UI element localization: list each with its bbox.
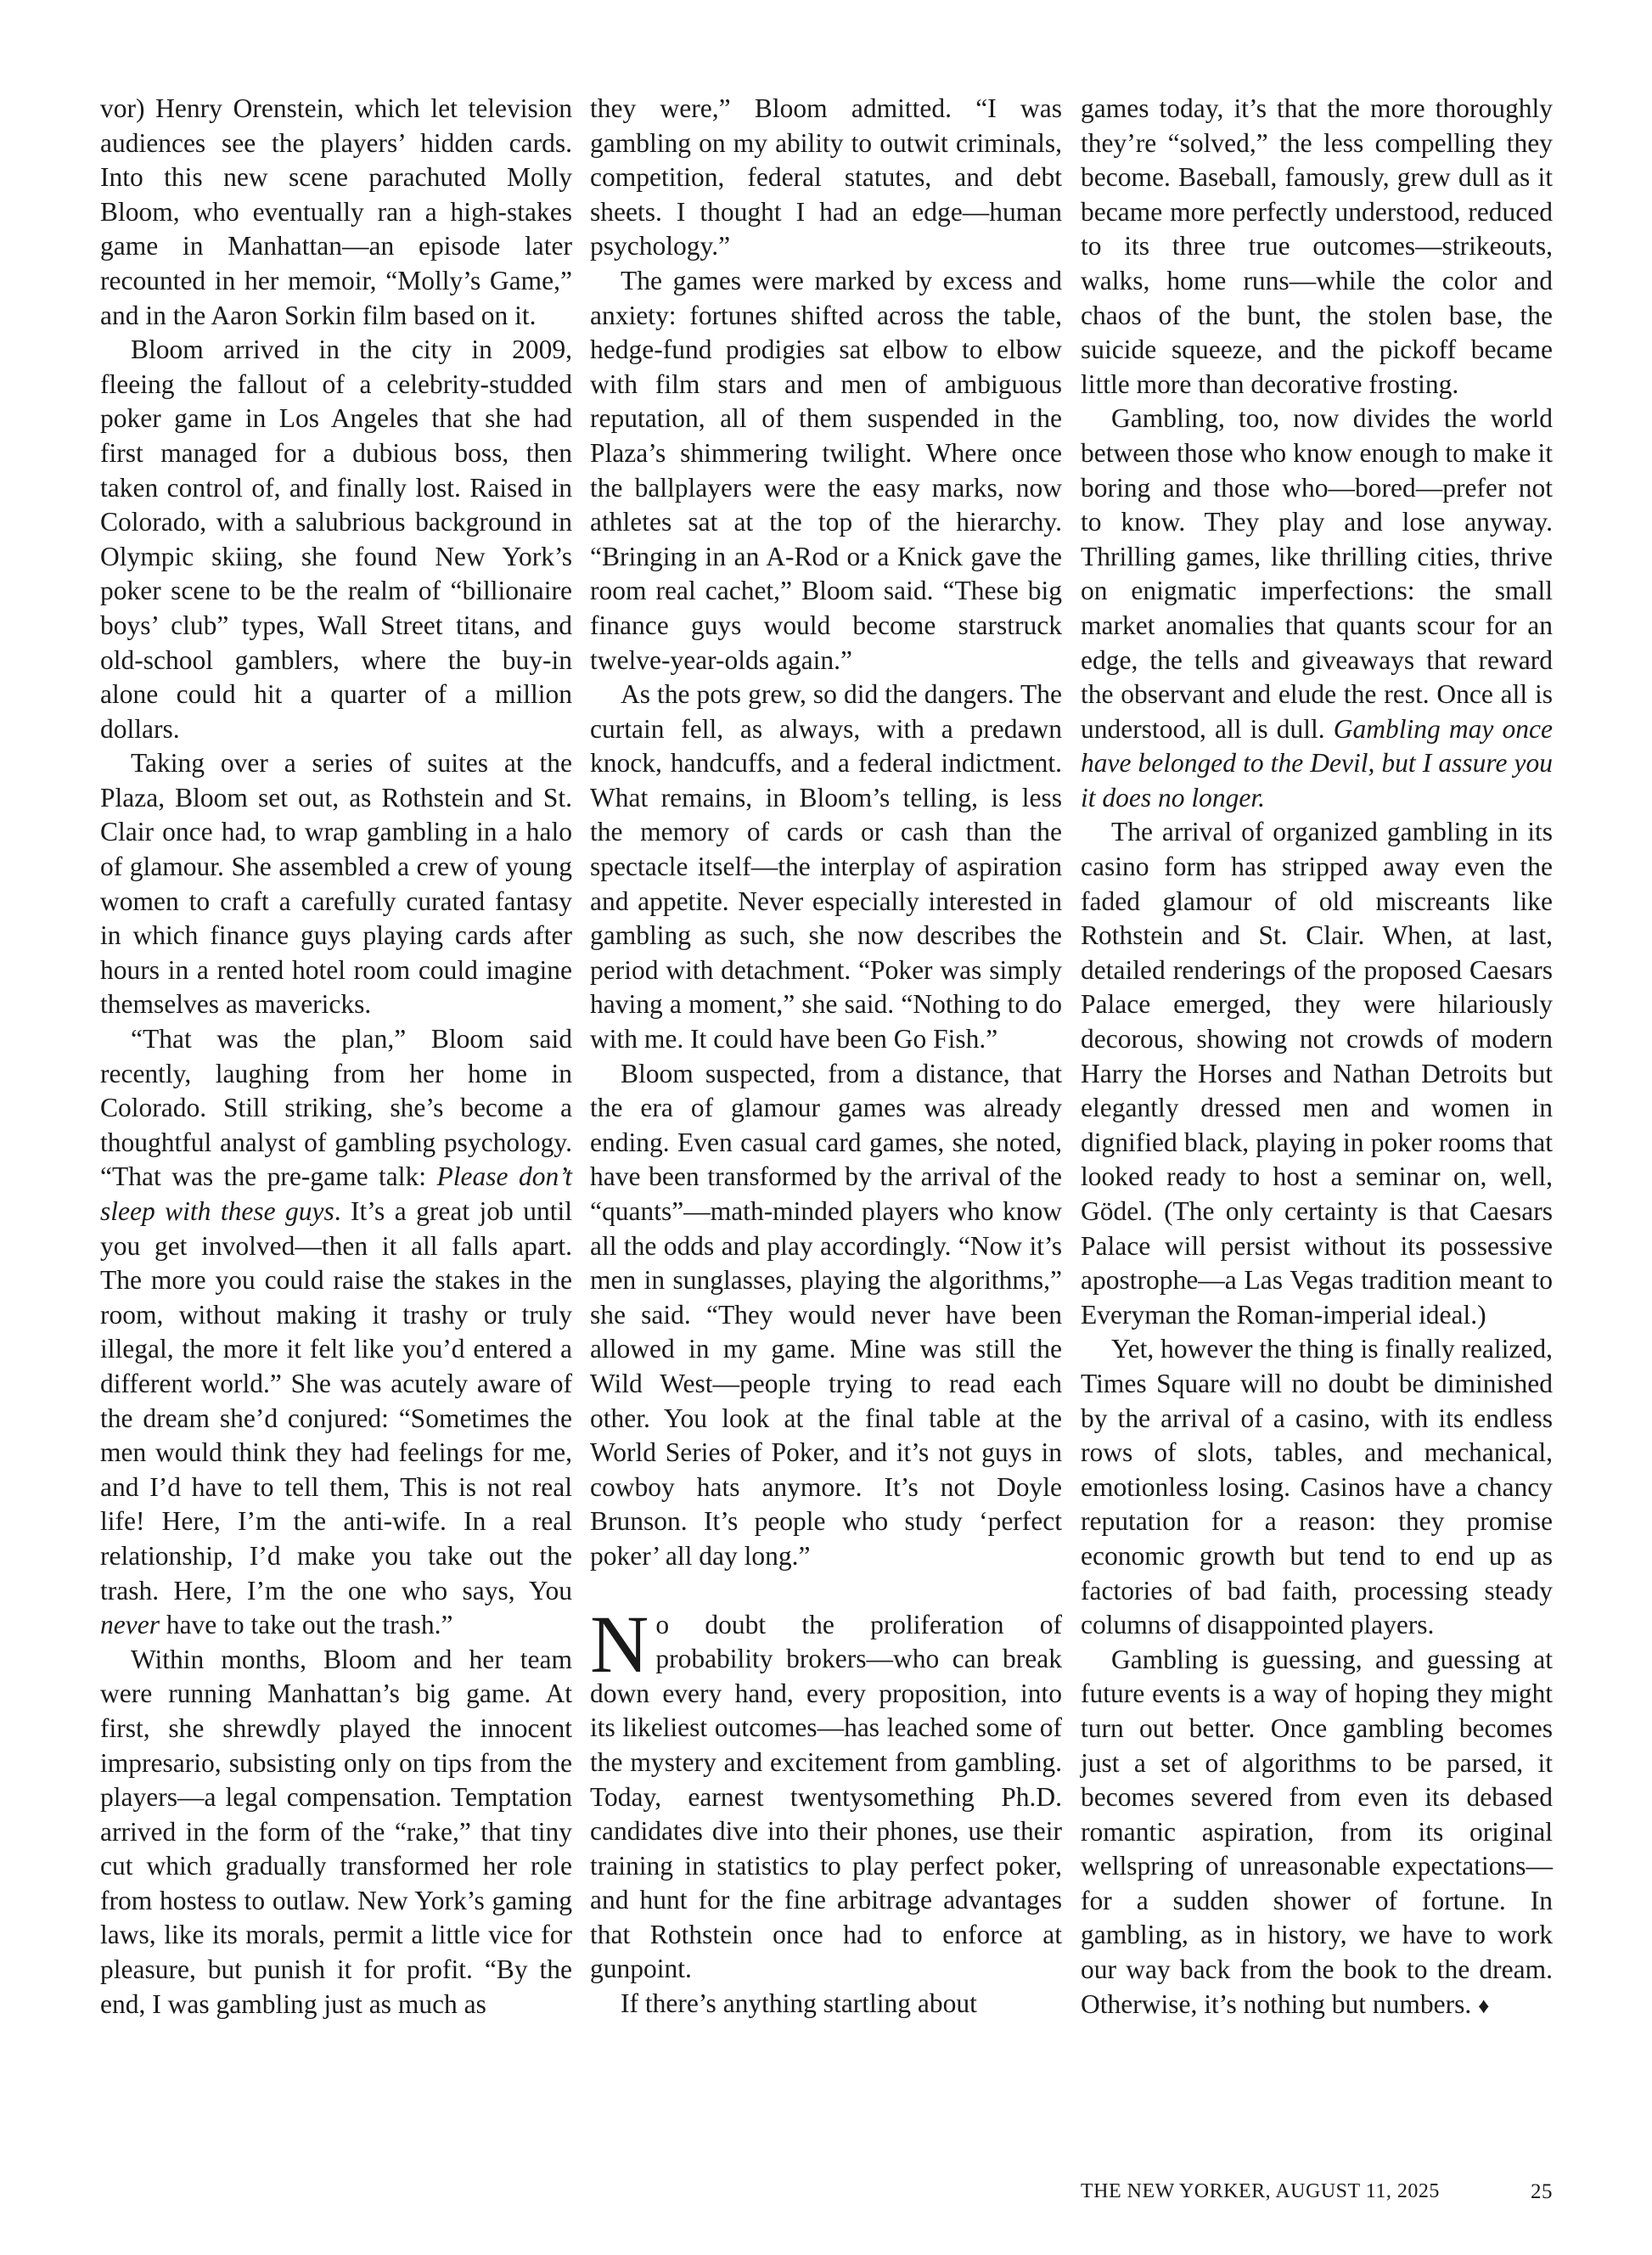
text-run: games today, it’s that the more thoroughly they’re “solved,” the less compelling they become. Baseball, famously, grew dull as it became more perfectly understood, reduced to its three true outcomes—strikeouts, walks, home runs—while the color and chaos of the bunt, the stolen base, the suicide squeeze, and the pickoff became little more than decorative frosting. — [1081, 93, 1553, 399]
paragraph — [590, 1987, 1062, 2022]
article-column-2 — [590, 92, 1062, 2022]
paragraph — [1081, 815, 1553, 1332]
paragraph — [100, 333, 572, 746]
text-run: As the pots grew, so did the dangers. The curtain fell, as always, with a predawn knock, handcuffs, and a federal indictment. What remains, in Bloom’s telling, is less the memory of cards or cash than the spectacle itself—the interplay of aspiration and appetite. Never especially interested in gambling as such, she now describes the period with detachment. “Poker was simply having a moment,” she said. “Nothing to do with me. It could have been Go Fish.” — [590, 679, 1062, 1054]
text-run: “That was the plan,” Bloom said recently, laughing from her home in Colorado. Still striking, she’s become a thoughtful analyst of gambling psychology. “That was the pre-game talk: — [100, 1024, 572, 1192]
text-run: Gambling, too, now divides the world between those who know enough to make it boring and those who—bored—prefer not to know. They play and lose anyway. Thrilling games, like thrilling cities, thrive on enigmatic imperfections: the small market anomalies that quants scour for an edge, the tells and giveaways that reward the observant and elude the rest. Once all is understood, all is dull. — [1081, 403, 1553, 744]
text-run: Within months, Bloom and her team were running Manhattan’s big game. At first, she shrewdly played the innocent impresario, subsisting only on tips from the players—a legal compensation. Temptation arrived in the form of the “rake,” that tiny cut which gradually transformed her role from hostess to outlaw. New York’s gaming laws, like its morals, permit a little vice for pleasure, but punish it for profit. “By the end, I was gambling just as much as — [100, 1644, 572, 2019]
paragraph — [590, 1598, 1062, 1988]
paragraph — [590, 1057, 1062, 1574]
paragraph — [100, 1643, 572, 2022]
section-break — [590, 1574, 1062, 1608]
paragraph — [100, 1022, 572, 1643]
page-number: 25 — [1531, 2180, 1553, 2203]
text-run: they were,” Bloom admitted. “I was gambling on my ability to outwit criminals, competition, federal statutes, and debt sheets. I thought I had an edge—human psychology.” — [590, 93, 1062, 261]
article-column-3 — [1081, 92, 1553, 2023]
page-footer — [1081, 2180, 1553, 2204]
paragraph — [590, 264, 1062, 678]
text-run: Taking over a series of suites at the Plaza, Bloom set out, as Rothstein and St. Clair once had, to wrap gambling in a halo of glamour. She assembled a crew of young women to craft a carefully curated fantasy in which finance guys playing cards after hours in a rented hotel room could imagine themselves as mavericks. — [100, 748, 572, 1020]
text-run: have to take out the trash.” — [159, 1610, 453, 1640]
text-run: o doubt the proliferation of probability brokers—who can break down every hand, every proposition, into its likeliest outcomes—has leached some of the mystery and excitement from gambling. Today, earnest twentysomething Ph.D. candidates dive into their phones, use their training in statistics to play perfect poker, and hunt for the fine arbitrage advantages that Rothstein once had to enforce at gunpoint. — [590, 1609, 1062, 1984]
text-run: vor) Henry Orenstein, which let television audiences see the players’ hidden cards. Into this new scene parachuted Molly Bloom, who eventually ran a high-stakes game in Manhattan—an episode later recounted in her memoir, “Molly’s Game,” and in the Aaron Sorkin film based on it. — [100, 93, 572, 330]
paragraph — [590, 678, 1062, 1057]
end-mark-icon: ♦ — [1478, 1993, 1490, 2018]
paragraph — [100, 746, 572, 1022]
paragraph — [100, 92, 572, 333]
paragraph — [1081, 92, 1553, 402]
publication-line: THE NEW YORKER, AUGUST 11, 2025 — [1081, 2180, 1440, 2202]
paragraph — [1081, 1332, 1553, 1642]
text-run: The games were marked by excess and anxiety: fortunes shifted across the table, hedge-fund prodigies sat elbow to elbow with film stars and men of ambiguous reputation, all of them suspended in the Plaza’s shimmering twilight. Where once the ballplayers were the easy marks, now athletes sat at the top of the hierarchy. “Bringing in an A-Rod or a Knick gave the room real cachet,” Bloom said. “These big finance guys would become starstruck twelve-year-olds again.” — [590, 265, 1062, 675]
drop-cap: N — [590, 1598, 649, 1690]
text-run: Bloom arrived in the city in 2009, fleeing the fallout of a celebrity-studded poker game in Los Angeles that she had first managed for a dubious boss, then taken control of, and finally lost. Raised in Colorado, with a salubrious background in Olympic skiing, she found New York’s poker scene to be the realm of “billionaire boys’ club” types, Wall Street titans, and old-school gamblers, where the buy-in alone could hit a quarter of a million dollars. — [100, 335, 572, 744]
paragraph — [1081, 402, 1553, 815]
text-run: . It’s a great job until you get involved—then it all falls apart. The more you could raise the stakes in the room, without making it trashy or truly illegal, the more it felt like you’d entered a different world.” She was acutely aware of the dream she’d conjured: “Sometimes the men would think they had feelings for me, and I’d have to tell them, This is not real life! Here, I’m the anti-wife. In a real relationship, I’d make you take out the trash. Here, I’m the one who says, You — [100, 1196, 572, 1605]
text-run: Bloom suspected, from a distance, that the era of glamour games was already ending. Even casual card games, she noted, have been transformed by the arrival of the “quants”—math-minded players who know all the odds and play accordingly. “Now it’s men in sunglasses, playing the algorithms,” she said. “They would never have been allowed in my game. Mine was still the Wild West—people trying to read each other. You look at the final table at the World Series of Poker, and it’s not guys in cowboy hats anymore. It’s not Doyle Brunson. It’s people who study ‘perfect poker’ all day long.” — [590, 1058, 1062, 1571]
paragraph — [1081, 1643, 1553, 2024]
text-run: If there’s anything startling about — [621, 1988, 977, 2019]
italic-text: never — [100, 1610, 160, 1640]
text-run: Yet, however the thing is finally realized, Times Square will no doubt be diminished by the arrival of a casino, with its endless rows of slots, tables, and mechanical, emotionless losing. Casinos have a chancy reputation for a reason: they promise economic growth but tend to end up as factories of bad faith, processing steady columns of disappointed players. — [1081, 1334, 1553, 1640]
text-run: The arrival of organized gambling in its casino form has stripped away even the faded glamour of old miscreants like Rothstein and St. Clair. When, at last, detailed renderings of the proposed Caesars Palace emerged, they were hilariously decorous, showing not crowds of modern Harry the Horses and Nathan Detroits but elegantly dressed men and women in dignified black, playing in poker rooms that looked ready to host a seminar on, well, Gödel. (The only certainty is that Caesars Palace will persist without its possessive apostrophe—a Las Vegas tradition meant to Everyman the Roman-imperial ideal.) — [1081, 817, 1553, 1330]
text-run: Gambling is guessing, and guessing at future events is a way of hoping they might turn out better. Once gambling becomes just a set of algorithms to be parsed, it becomes severed from even its debased romantic aspiration, from its original wellspring of unreasonable expectations—for a sudden shower of fortune. In gambling, as in history, we have to work our way back from the book to the dream. Otherwise, it’s nothing but numbers. — [1081, 1644, 1553, 2019]
italic-text: Please don’t sleep with these guys — [100, 1161, 573, 1226]
italic-text: Gambling may once have belonged to the Devil, but I assure you it does no longer. — [1081, 713, 1553, 813]
paragraph — [590, 92, 1062, 264]
article-column-1 — [100, 92, 572, 2022]
